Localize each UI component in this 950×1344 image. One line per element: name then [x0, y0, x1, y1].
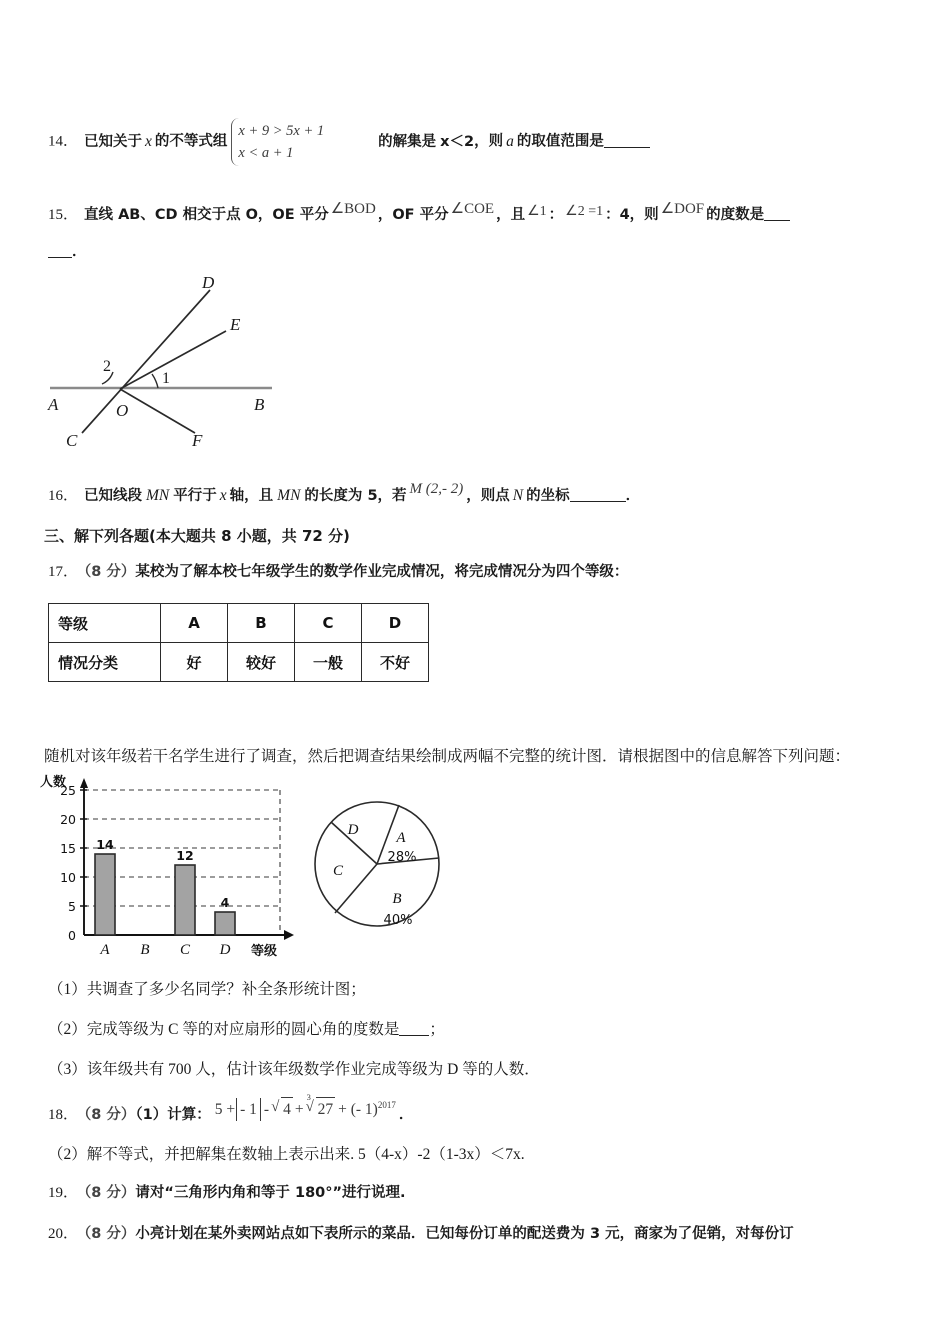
question-15-text-5: ：4，则: [605, 207, 659, 223]
question-17-sub-3: （3）该年级共有 700 人，估计该年级数学作业完成等级为 D 等的人数．: [48, 1061, 540, 1078]
question-15: [48, 198, 790, 227]
question-15-angle-2: ∠2 =1: [565, 204, 604, 219]
expr-cbrt-radicand: 27: [316, 1097, 336, 1121]
table-cell-grade-label: 等级: [49, 604, 161, 643]
expr-square-root: [271, 1097, 293, 1121]
question-15-text-6: 的度数是: [706, 207, 765, 223]
question-14-inequality-system: [229, 120, 324, 164]
figure-label-b: B: [254, 395, 265, 414]
table-cell-category-d: 不好: [362, 643, 429, 682]
question-14-system-line-2: x < a + 1: [238, 145, 294, 162]
table-cell-category-c: 一般: [295, 643, 362, 682]
question-20: [48, 1222, 794, 1246]
svg-text:15: 15: [60, 841, 76, 856]
angle-1-arc: [152, 374, 158, 388]
question-16-number: 16．: [48, 488, 79, 504]
question-14-lead2: 的不等式组: [154, 133, 228, 150]
question-16-period: ．: [625, 488, 641, 504]
question-14-lead: 已知关于: [84, 133, 143, 150]
expr-plus: +: [294, 1101, 304, 1118]
bar-c: [175, 865, 195, 935]
question-17-number: 17．: [48, 564, 79, 580]
question-20-number: 20．: [48, 1226, 79, 1242]
question-14-variable-a: a: [506, 132, 514, 150]
question-19-number: 19．: [48, 1185, 79, 1201]
svg-text:10: 10: [60, 870, 76, 885]
pie-value-b: 40%: [383, 913, 413, 928]
table-cell-category-b: 较好: [228, 643, 295, 682]
bar-xtick-c: C: [179, 942, 191, 958]
svg-text:5: 5: [68, 899, 76, 914]
question-16-segment-mn-1: MN: [146, 487, 170, 504]
figure-label-e: E: [230, 315, 241, 334]
pie-label-b: B: [392, 891, 402, 907]
question-15-figure: [40, 268, 290, 453]
question-18-part-2: （2）解不等式，并把解集在数轴上表示出来. 5（4-x）-2（1-3x）＜7x.: [48, 1146, 525, 1163]
question-20-score: （8 分）: [84, 1226, 136, 1242]
question-14-number: 14．: [48, 133, 79, 150]
expr-minus: -: [263, 1101, 270, 1118]
bar-chart-ytick-labels: [60, 783, 76, 943]
expr-sqrt-radicand: 4: [281, 1097, 293, 1121]
question-15-number: 15．: [48, 207, 79, 223]
question-15-angle-bod: ∠BOD: [330, 201, 376, 217]
question-15-period: ．: [72, 244, 87, 260]
table-cell-grade-c: C: [295, 604, 362, 643]
question-15-text-1: 直线 AB、CD 相交于点 O，OE 平分: [84, 207, 329, 223]
question-14-mid: 的解集是: [378, 133, 437, 150]
bar-chart: [38, 772, 308, 967]
question-16-text-6: 的坐标: [526, 488, 570, 504]
figure-label-angle-1: 1: [162, 370, 170, 387]
question-17-score: （8 分）: [84, 564, 136, 580]
question-16-answer-blank[interactable]: [570, 501, 626, 502]
question-17-sub-2: （2）完成等级为 C 等的对应扇形的圆心角的度数是: [48, 1021, 400, 1038]
pie-chart-svg: [305, 790, 460, 945]
question-18-score: （8 分）: [84, 1107, 136, 1123]
bar-chart-xtick-labels: [99, 942, 230, 958]
intersecting-lines-svg: [40, 268, 290, 453]
question-17-sub-1: （1）共调查了多少名同学？补全条形统计图；: [48, 981, 366, 998]
question-20-text: 小亮计划在某外卖网站点如下表所示的菜品．已知每份订单的配送费为 3 元，商家为了促销，对每份订: [135, 1226, 794, 1242]
question-15-continuation: [48, 240, 87, 264]
expr-plus-neg-one: + (- 1): [338, 1101, 378, 1118]
question-18-part1-label: （1）计算：: [135, 1107, 211, 1123]
table-cell-grade-b: B: [228, 604, 295, 643]
bar-xtick-d: D: [219, 942, 231, 958]
question-14-variable-x: x: [145, 132, 152, 150]
figure-label-f: F: [192, 431, 203, 450]
question-14-system-line-1: x + 9 > 5x + 1: [238, 123, 325, 139]
expr-absolute-value: - 1: [236, 1098, 261, 1121]
question-15-answer-blank-a[interactable]: [764, 220, 790, 221]
question-16-axis-x: x: [219, 487, 227, 504]
bar-xtick-b: B: [140, 942, 150, 958]
expr-cbrt-index: √ 3: [306, 1092, 311, 1102]
question-15-angle-coe: ∠COE: [450, 201, 495, 217]
bar-chart-value-labels: [96, 837, 229, 910]
question-15-text-2: ，OF 平分: [377, 207, 449, 223]
question-16-text-4: 的长度为 5，若: [304, 488, 407, 504]
question-17-table: [48, 603, 429, 682]
question-16-segment-mn-2: MN: [277, 487, 301, 504]
bar-a: [95, 854, 115, 935]
question-15-text-3: ，且: [496, 207, 526, 223]
bar-d: [215, 912, 235, 935]
section-3-heading: 三、解下列各题(本大题共 8 小题，共 72 分): [44, 527, 350, 545]
expr-term-5: 5 +: [214, 1101, 236, 1118]
question-14-mid2: ，则: [474, 133, 504, 150]
question-15-angle-dof: ∠DOF: [660, 201, 705, 217]
svg-text:25: 25: [60, 783, 76, 798]
question-18-expression: [214, 1092, 396, 1118]
table-row-header: [49, 604, 429, 643]
ray-of: [120, 389, 195, 433]
question-14-tail: 的取值范围是: [516, 133, 604, 150]
question-19-score: （8 分）: [84, 1185, 136, 1201]
figure-label-c: C: [66, 431, 78, 450]
svg-text:20: 20: [60, 812, 76, 827]
figure-label-a: A: [48, 395, 59, 414]
question-16-text-2: 平行于: [173, 488, 217, 504]
question-18-period: ．: [398, 1107, 414, 1123]
question-19-text: 请对“三角形内角和等于 180°”进行说理.: [135, 1185, 406, 1201]
table-cell-grade-a: A: [161, 604, 228, 643]
question-16-text-1: 已知线段: [84, 488, 143, 504]
expr-exponent: 2017: [377, 1099, 396, 1110]
figure-label-d: D: [202, 273, 215, 292]
pie-label-d: D: [347, 822, 359, 838]
question-15-text-4: ：: [548, 207, 564, 223]
bar-chart-ylabel: 人数: [40, 775, 67, 790]
question-15-angle-1: ∠1: [527, 204, 547, 219]
pie-label-a: A: [396, 830, 406, 846]
question-18: [48, 1092, 414, 1127]
figure-label-angle-2: 2: [103, 358, 111, 375]
question-17-sub-2-blank[interactable]: [399, 1035, 429, 1036]
question-17: [48, 560, 628, 584]
bar-label-c: 12: [176, 848, 194, 863]
question-16: [48, 478, 640, 508]
question-16-text-3: 轴，且: [229, 488, 274, 504]
table-cell-category-label: 情况分类: [49, 643, 161, 682]
question-16-text-5: ，则点: [466, 488, 510, 504]
table-cell-grade-d: D: [362, 604, 429, 643]
bar-chart-svg: [38, 772, 308, 967]
question-17-note: 随机对该年级若干名学生进行了调查，然后把调查结果绘制成两幅不完整的统计图．请根据图中的信息解答下列问题：: [44, 748, 851, 765]
pie-value-a: 28%: [387, 850, 417, 865]
question-17-sub-2-wrap: [48, 1018, 445, 1041]
question-18-number: 18．: [48, 1107, 79, 1123]
table-row: [49, 643, 429, 682]
question-15-answer-blank-b[interactable]: [48, 257, 72, 258]
bar-chart-x-arrow: [284, 930, 294, 940]
question-17-stem: 某校为了解本校七年级学生的数学作业完成情况，将完成情况分为四个等级：: [135, 564, 629, 580]
bar-label-a: 14: [96, 837, 114, 852]
svg-text:0: 0: [68, 928, 76, 943]
bar-label-d: 4: [220, 895, 230, 910]
pie-label-c: C: [332, 863, 344, 879]
bar-chart-xlabel: 等级: [250, 944, 278, 959]
question-14-solution: x＜2: [440, 133, 475, 150]
question-14: [48, 120, 650, 164]
question-19: [48, 1181, 406, 1205]
expr-cube-root: [306, 1092, 336, 1121]
pie-chart: [305, 790, 460, 945]
figure-label-o: O: [116, 401, 129, 420]
question-17-sub-2-tail: ；: [429, 1021, 445, 1038]
bar-chart-y-arrow: [80, 778, 88, 788]
question-16-point-n: N: [512, 487, 524, 504]
line-cd: [82, 290, 210, 433]
table-cell-category-a: 好: [161, 643, 228, 682]
ray-oe: [120, 331, 226, 389]
question-16-point-m: M (2,- 2): [409, 481, 464, 497]
bar-xtick-a: A: [100, 942, 110, 958]
question-14-answer-blank[interactable]: [604, 147, 650, 148]
